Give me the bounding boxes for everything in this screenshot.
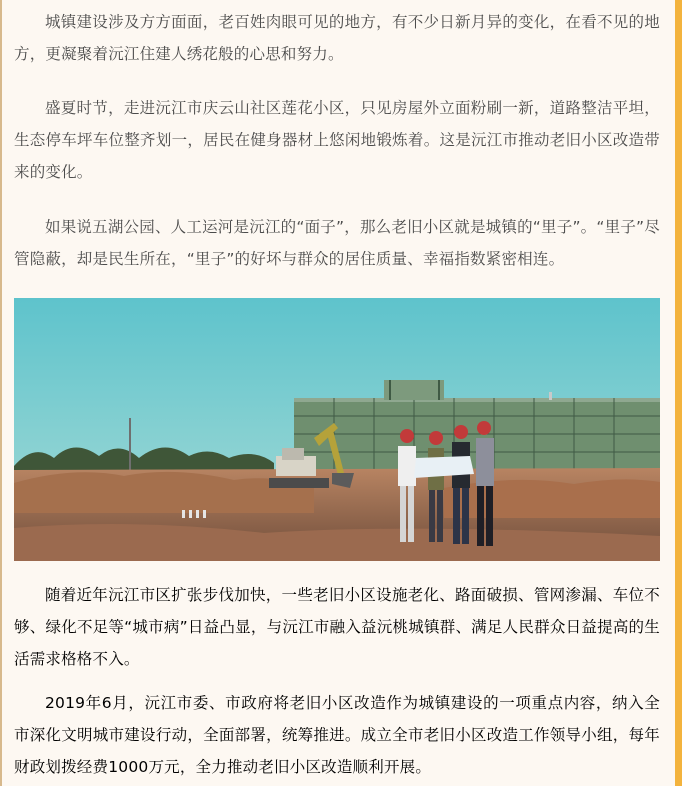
paragraph-4: 随着近年沅江市区扩张步伐加快，一些老旧小区设施老化、路面破损、管网渗漏、车位不够、绿化不足等“城市病”日益凸显，与沅江市融入益沅桃城镇群、满足人民群众日益提高的生活需求格格不入。 [14, 586, 660, 668]
right-accent-border [675, 0, 682, 786]
construction-site-photo [14, 298, 660, 561]
paragraph-2: 盛夏时节，走进沅江市庆云山社区莲花小区，只见房屋外立面粉刷一新，道路整洁平坦，生态停车坪车位整齐划一，居民在健身器材上悠闲地锻炼着。这是沅江市推动老旧小区改造带来的变化。 [14, 99, 660, 181]
article-body [14, 0, 660, 275]
paragraph-1: 城镇建设涉及方方面面，老百姓肉眼可见的地方，有不少日新月异的变化，在看不见的地方，更凝聚着沅江住建人绣花般的心思和努力。 [14, 13, 660, 63]
paragraph-3: 如果说五湖公园、人工运河是沅江的“面子”，那么老旧小区就是城镇的“里子”。“里子”尽管隐蔽，却是民生所在，“里子”的好坏与群众的居住质量、幸福指数紧密相连。 [14, 218, 660, 268]
paragraph-5: 2019年6月，沅江市委、市政府将老旧小区改造作为城镇建设的一项重点内容，纳入全市深化文明城市建设行动，全面部署，统筹推进。成立全市老旧小区改造工作领导小组，每年财政划拨经费1000万元，全力推动老旧小区改造顺利开展。 [14, 694, 660, 776]
left-border [0, 0, 2, 786]
